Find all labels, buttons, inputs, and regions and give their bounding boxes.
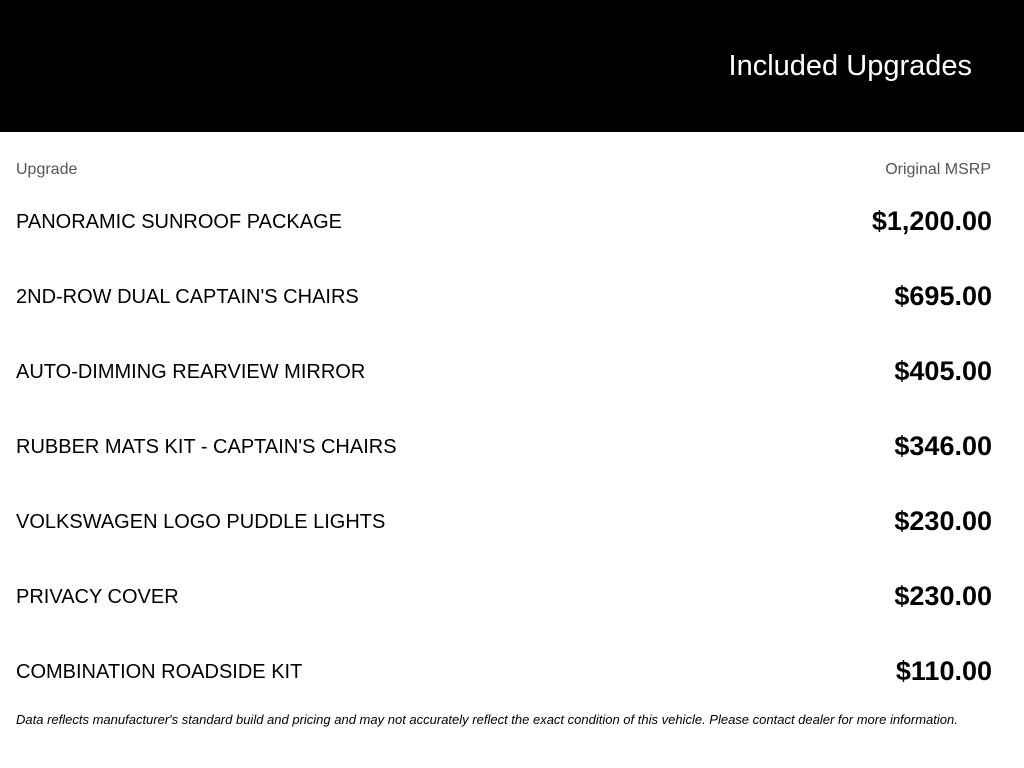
upgrade-row xyxy=(0,647,1024,722)
upgrade-row xyxy=(0,422,1024,497)
upgrade-name: COMBINATION ROADSIDE KIT xyxy=(16,661,303,683)
upgrade-row xyxy=(0,347,1024,422)
upgrade-name: PRIVACY COVER xyxy=(16,586,179,608)
page-title: Included Upgrades xyxy=(728,50,972,82)
column-header-upgrade: Upgrade xyxy=(16,161,78,178)
column-header-msrp: Original MSRP xyxy=(885,161,991,178)
upgrade-price: $1,200.00 xyxy=(871,206,992,236)
upgrade-name: 2ND-ROW DUAL CAPTAIN'S CHAIRS xyxy=(16,286,359,308)
upgrade-price: $346.00 xyxy=(894,431,992,461)
page-header xyxy=(0,0,1024,132)
upgrade-price: $695.00 xyxy=(894,281,992,311)
disclaimer-text: Data reflects manufacturer's standard build and pricing and may not accurately reflect the exact condition of this vehicle. Please contact dealer for more information. xyxy=(16,712,958,727)
upgrade-name: VOLKSWAGEN LOGO PUDDLE LIGHTS xyxy=(16,511,386,533)
upgrades-list xyxy=(0,197,1024,722)
upgrade-price: $110.00 xyxy=(895,656,992,686)
upgrade-name: PANORAMIC SUNROOF PACKAGE xyxy=(16,211,342,233)
upgrade-price: $230.00 xyxy=(894,506,992,536)
upgrade-row xyxy=(0,572,1024,647)
upgrade-name: RUBBER MATS KIT - CAPTAIN'S CHAIRS xyxy=(16,436,397,458)
upgrade-row xyxy=(0,197,1024,272)
upgrade-name: AUTO-DIMMING REARVIEW MIRROR xyxy=(16,361,366,383)
upgrade-price: $230.00 xyxy=(894,581,992,611)
upgrade-price: $405.00 xyxy=(894,356,992,386)
upgrade-row xyxy=(0,497,1024,572)
upgrade-row xyxy=(0,272,1024,347)
